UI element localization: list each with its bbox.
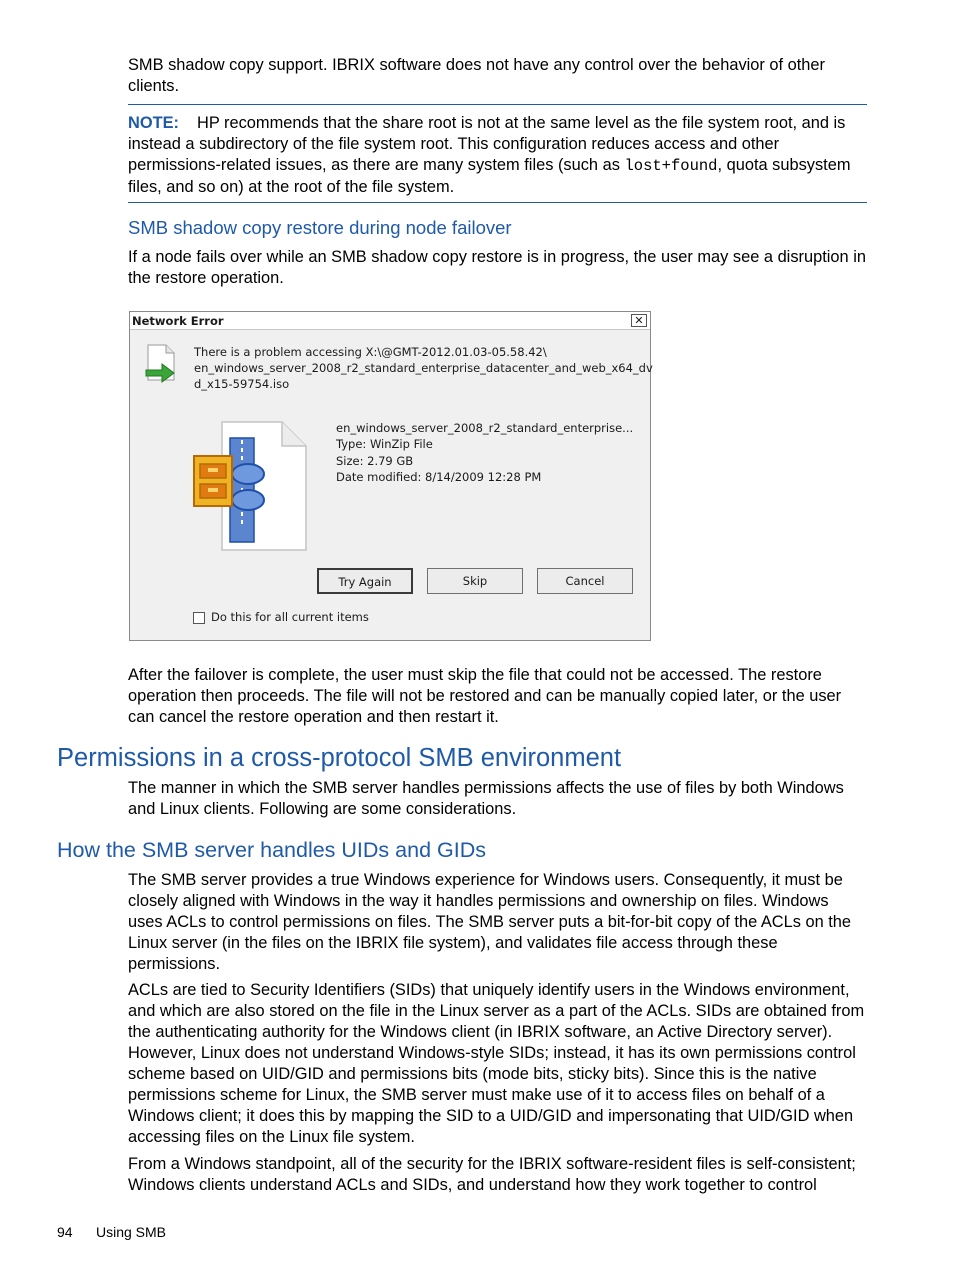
file-name: en_windows_server_2008_r2_standard_enterprise...	[336, 421, 634, 435]
note-bottom-rule	[128, 202, 867, 203]
dialog-message-line-3: d_x15-59754.iso	[194, 377, 290, 391]
permissions-heading: Permissions in a cross-protocol SMB environment	[57, 744, 622, 772]
restore-para-1: If a node fails over while an SMB shadow copy restore is in progress, the user may see a disruption in the restore operation.	[128, 248, 866, 287]
uids-para-1: The SMB server provides a true Windows experience for Windows users. Consequently, it must be closely aligned with Windows in the way it handles permissions and ownership on files. Windows uses ACLs to control permissions on files. The SMB server puts a bit-for-bit copy of the ACLs on the Linux server (in the files on the IBRIX file system), and validates file access through these permissions.	[128, 871, 852, 973]
note-paragraph	[128, 113, 868, 198]
intro-paragraph	[128, 55, 870, 97]
file-type: Type: WinZip File	[336, 437, 433, 452]
restore-para-2: After the failover is complete, the user must skip the file that could not be accessed. The restore operation then proceeds. The file will not be restored and can be manually copied later, or the user can cancel the restore operation and then restart it.	[128, 666, 842, 726]
note-code: lost+found	[624, 157, 718, 175]
dialog-message	[194, 344, 653, 392]
dialog-message-line-2: en_windows_server_2008_r2_standard_enterprise_datacenter_and_web_x64_dv	[194, 361, 653, 375]
network-file-icon	[142, 342, 182, 386]
note-text-part1: HP recommends that the share root is not at the same level as the file system root, and is instead a subdirectory of the file system root. This configuration reduces access and other permissions-related issues, as there are many system files (such as	[128, 114, 846, 174]
file-details	[336, 420, 633, 485]
skip-button[interactable]: Skip	[427, 568, 523, 594]
cancel-button[interactable]: Cancel	[537, 568, 633, 594]
note-top-rule	[128, 104, 867, 105]
apply-all-checkbox[interactable]	[193, 612, 205, 624]
footer-section: Using SMB	[96, 1224, 167, 1240]
intro-line-2: clients.	[128, 77, 180, 95]
apply-all-label: Do this for all current items	[211, 610, 369, 624]
dialog-title: Network Error	[132, 314, 224, 328]
intro-line-1: SMB shadow copy support. IBRIX software does not have any control over the behavior of other	[128, 56, 825, 74]
try-again-button[interactable]: Try Again	[317, 568, 413, 594]
restore-heading: SMB shadow copy restore during node failover	[128, 217, 512, 238]
close-icon[interactable]: ✕	[631, 314, 647, 327]
permissions-para: The manner in which the SMB server handles permissions affects the use of files by both Windows and Linux clients. Following are some considerations.	[128, 779, 844, 818]
footer-page-number: 94	[57, 1224, 73, 1240]
uids-heading: How the SMB server handles UIDs and GIDs	[57, 838, 486, 862]
uids-para-3: From a Windows standpoint, all of the security for the IBRIX software-resident files is self-consistent; Windows clients understand ACLs and SIDs, and understand how they work together to control	[128, 1155, 856, 1194]
dialog-title-bar	[130, 312, 650, 330]
note-text-part2: , quota subsystem files, and so on) at the root of the file system.	[128, 156, 851, 196]
network-error-dialog	[129, 311, 651, 641]
file-modified: Date modified: 8/14/2009 12:28 PM	[336, 469, 542, 484]
uids-para-2: ACLs are tied to Security Identifiers (SIDs) that uniquely identify users in the Windows environment, and which are also stored on the file in the Linux server as a part of the ACLs. SIDs are obtained from the authenticating authority for the Windows client (in IBRIX software, an Active Directory server). However, Linux does not understand Windows-style SIDs; instead, it has its own permissions control scheme based on UID/GID and permissions bits (mode bits, sticky bits). Since this is the native permissions scheme for Linux, the SMB server must make use of it to access files on behalf of a Windows client; it does this by mapping the SID to a UID/GID and impersonating that UID/GID when accessing files on the Linux file system.	[128, 981, 865, 1146]
winzip-file-icon	[190, 418, 310, 554]
dialog-message-line-1: There is a problem accessing X:\@GMT-2012.01.03-05.58.42\	[194, 345, 547, 359]
file-size: Size: 2.79 GB	[336, 453, 414, 468]
note-label: NOTE:	[128, 114, 179, 132]
